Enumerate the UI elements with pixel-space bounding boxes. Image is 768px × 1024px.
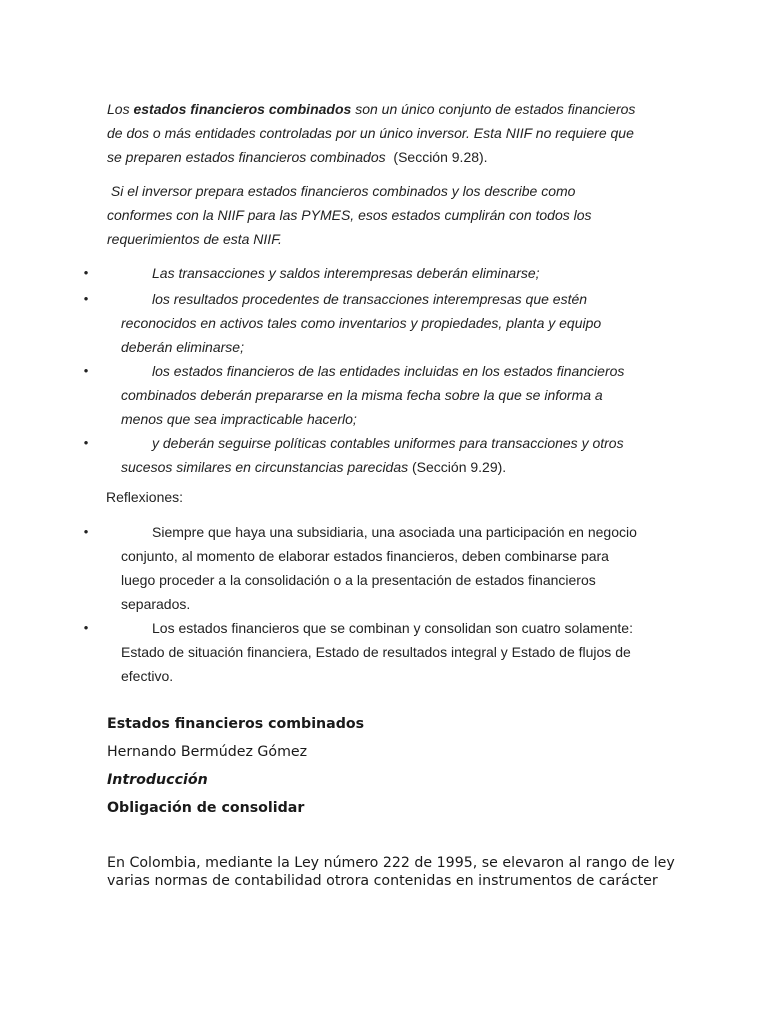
reflexiones-item2-line1: Los estados financieros que se combinan y consolidan son cuatro solamente: xyxy=(152,620,633,636)
article-body-line2: varias normas de contabilidad otrora contenidas en instrumentos de carácter xyxy=(107,873,658,889)
combination-rules-list xyxy=(83,261,661,479)
reflexiones-item1-line2: conjunto, al momento de elaborar estados financieros, deben combinarse para xyxy=(121,548,609,564)
list-item xyxy=(83,287,661,359)
list-item xyxy=(83,431,661,479)
reflexiones-item1-line1: Siempre que haya una subsidiaria, una asociada una participación en negocio xyxy=(152,524,637,540)
bullet-icon: • xyxy=(83,291,89,306)
reflexiones-list xyxy=(83,520,661,688)
bullet-icon: • xyxy=(83,265,89,280)
bullet-icon: • xyxy=(83,524,89,539)
list1-item4-line1: y deberán seguirse políticas contables uniformes para transacciones y otros xyxy=(152,435,624,451)
intro-paragraph-1 xyxy=(107,97,667,169)
reflexiones-item2-line3: efectivo. xyxy=(121,668,174,684)
intro-p1-line2: de dos o más entidades controladas por un único inversor. Esta NIIF no requiere que xyxy=(107,125,634,141)
reflexiones-item1-line4: separados. xyxy=(121,596,191,612)
list1-item4-line2-italic: sucesos similares en circunstancias parecidas xyxy=(121,459,409,475)
list1-item3-line1: los estados financieros de las entidades incluidas en los estados financieros xyxy=(152,363,625,379)
list-item xyxy=(83,616,661,688)
list1-item2-line2: reconocidos en activos tales como inventarios y propiedades, planta y equipo xyxy=(121,315,602,331)
bullet-icon: • xyxy=(83,435,89,450)
reflexiones-item1-line3: luego proceder a la consolidación o a la presentación de estados financieros xyxy=(121,572,596,588)
list-item xyxy=(83,261,661,285)
section-heading-obligacion: Obligación de consolidar xyxy=(107,800,305,816)
list1-item2-line1: los resultados procedentes de transacciones interempresas que estén xyxy=(152,291,588,307)
list1-item1-line1: Las transacciones y saldos interempresas deberán eliminarse; xyxy=(152,265,540,281)
intro-paragraph-2 xyxy=(107,179,667,251)
intro-p1-prefix: Los xyxy=(107,101,134,117)
list1-item4-citation: (Sección 9.29). xyxy=(408,459,507,475)
intro-p1-bold-term: estados financieros combinados xyxy=(133,101,352,117)
intro-p2-line3: requerimientos de esta NIIF. xyxy=(107,231,282,247)
list1-item2-line3: deberán eliminarse; xyxy=(121,339,244,355)
intro-p1-line3-italic: se preparen estados financieros combinados xyxy=(107,149,386,165)
list1-item3-line3: menos que sea impracticable hacerlo; xyxy=(121,411,357,427)
intro-p1-line3-citation: (Sección 9.28). xyxy=(385,149,488,165)
article-header xyxy=(107,710,667,822)
intro-p2-line2: conformes con la NIIF para las PYMES, esos estados cumplirán con todos los xyxy=(107,207,592,223)
section-heading-introduccion: Introducción xyxy=(107,772,208,788)
article-author: Hernando Bermúdez Gómez xyxy=(107,744,308,760)
article-body-line1: En Colombia, mediante la Ley número 222 de 1995, se elevaron al rango de ley xyxy=(107,855,675,871)
bullet-icon: • xyxy=(83,620,89,635)
list-item xyxy=(83,520,661,616)
list-item xyxy=(83,359,661,431)
bullet-icon: • xyxy=(83,363,89,378)
intro-p2-line1: Si el inversor prepara estados financieros combinados y los describe como xyxy=(107,183,576,199)
article-title: Estados financieros combinados xyxy=(107,716,365,732)
reflexiones-heading: Reflexiones: xyxy=(106,489,184,505)
list1-item3-line2: combinados deberán prepararse en la misma fecha sobre la que se informa a xyxy=(121,387,603,403)
intro-p1-mid: son un único conjunto de estados financieros xyxy=(351,101,636,117)
reflexiones-item2-line2: Estado de situación financiera, Estado de resultados integral y Estado de flujos de xyxy=(121,644,631,660)
article-body xyxy=(107,854,687,890)
